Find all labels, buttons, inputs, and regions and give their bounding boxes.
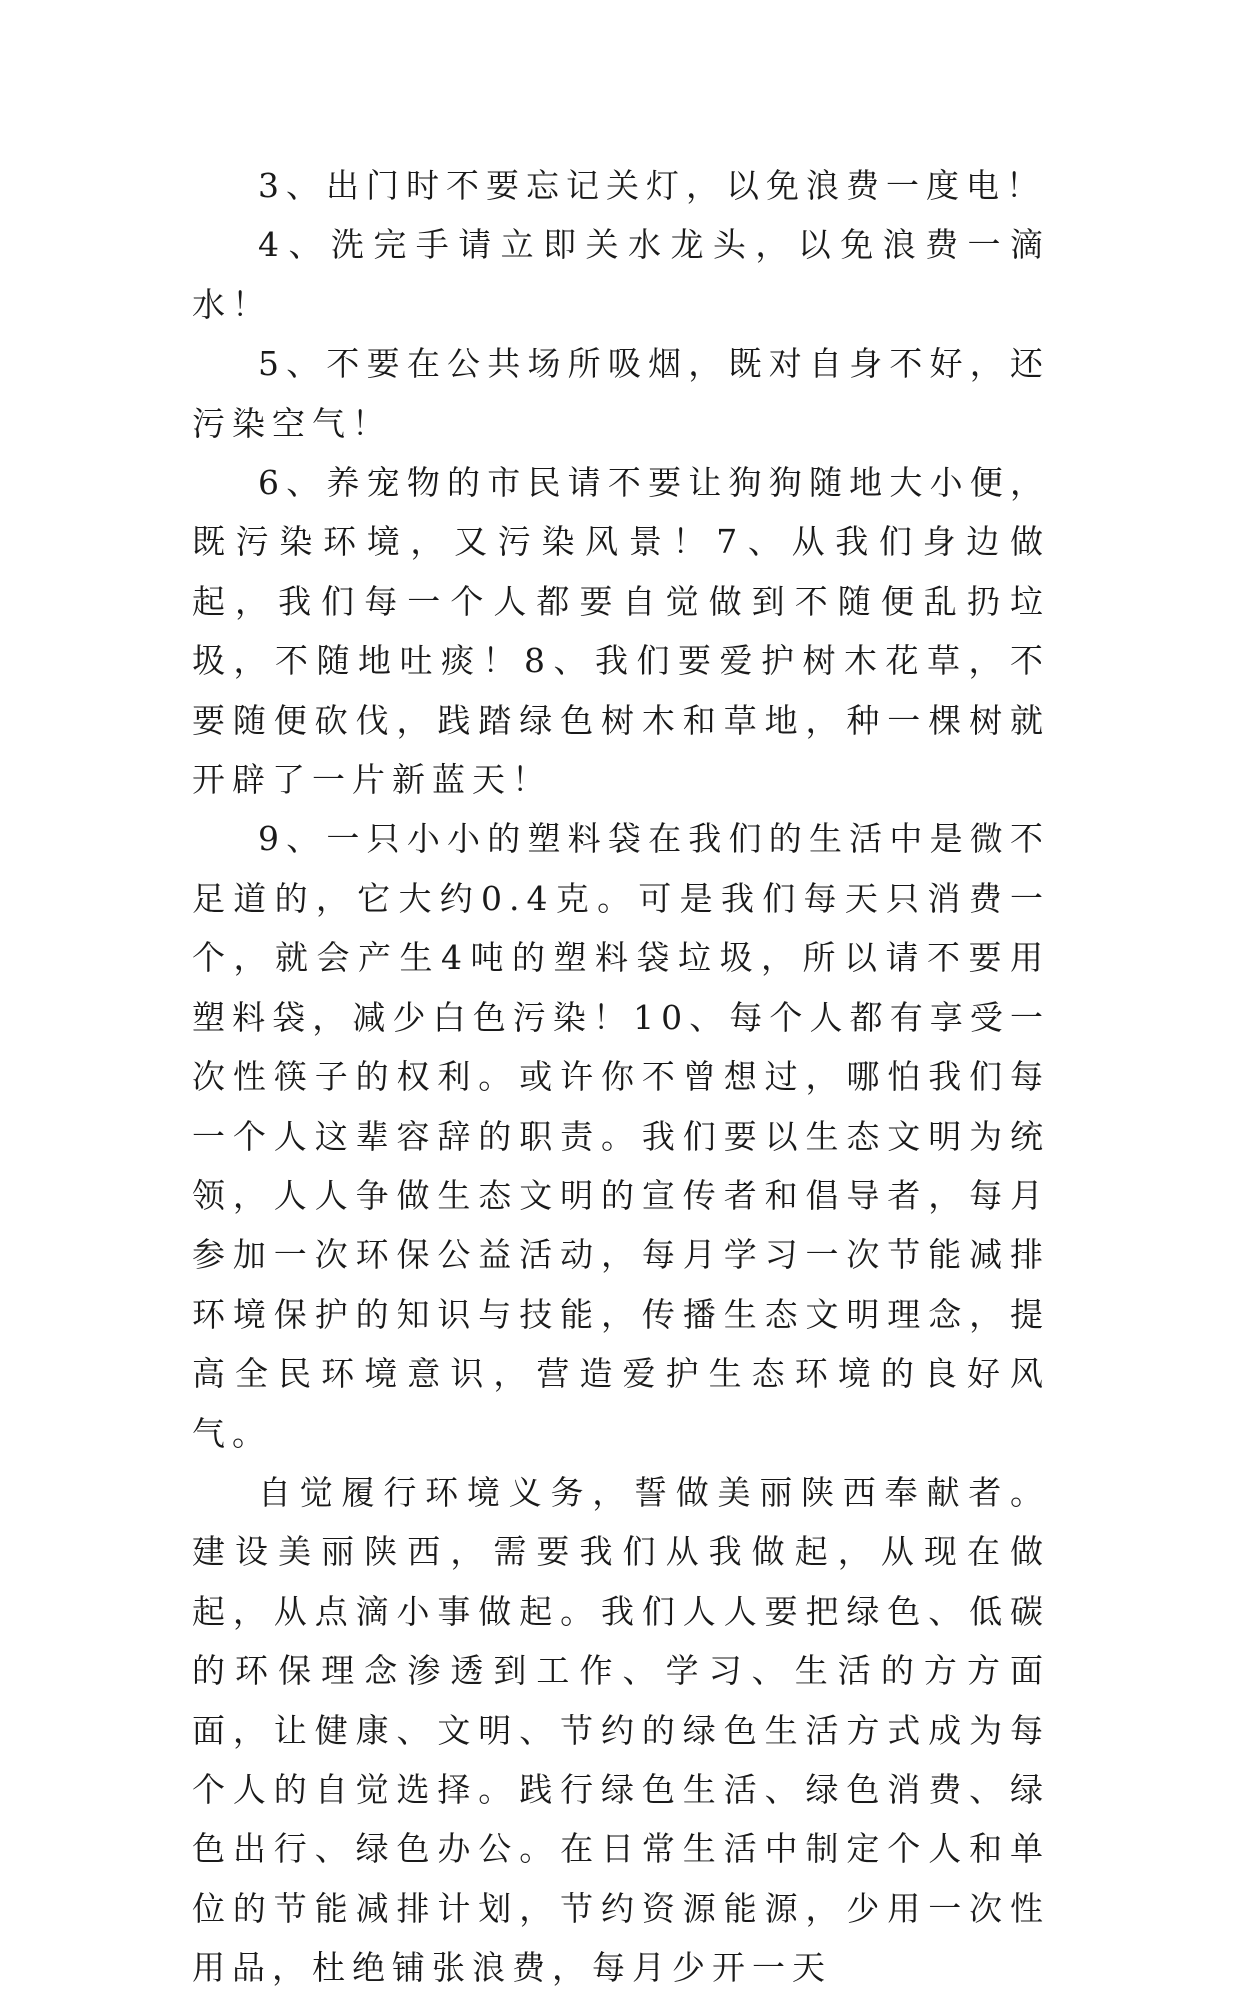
paragraph-self-aware-duty: 自觉履行环境义务，誓做美丽陕西奉献者。建设美丽陕西，需要我们从我做起，从现在做起，从点滴小事做起。我们人人要把绿色、低碳的环保理念渗透到工作、学习、生活的方方面面，让健康、文明、节约的绿色生活方式成为每个人的自觉选择。践行绿色生活、绿色消费、绿色出行、绿色办公。在日常生活中制定个人和单位的节能减排计划，节约资源能源，少用一次性用品，杜绝铺张浪费，每月少开一天 xyxy=(192,1472,1050,1988)
paragraph-item-5: 5、不要在公共场所吸烟，既对自身不好，还污染空气！ xyxy=(192,344,1050,443)
document-body xyxy=(192,156,1050,1998)
paragraph-items-6-8: 6、养宠物的市民请不要让狗狗随地大小便，既污染环境，又污染风景！7、从我们身边做起，我们每一个人都要自觉做到不随便乱扔垃圾，不随地吐痰！8、我们要爱护树木花草，不要随便砍伐，践踏绿色树木和草地，种一棵树就开辟了一片新蓝天！ xyxy=(192,463,1050,800)
paragraph-items-9-10: 9、一只小小的塑料袋在我们的生活中是微不足道的，它大约0.4克。可是我们每天只消费一个，就会产生4吨的塑料袋垃圾，所以请不要用塑料袋，减少白色污染！10、每个人都有享受一次性筷子的权利。或许你不曾想过，哪怕我们每一个人这辈容辞的职责。我们要以生态文明为统领，人人争做生态文明的宣传者和倡导者，每月参加一次环保公益活动，每月学习一次节能减排环境保护的知识与技能，传播生态文明理念，提高全民环境意识，营造爱护生态环境的良好风气。 xyxy=(192,819,1050,1453)
paragraph-item-4: 4、洗完手请立即关水龙头，以免浪费一滴水！ xyxy=(192,225,1050,324)
paragraph-item-3: 3、出门时不要忘记关灯，以免浪费一度电！ xyxy=(258,166,1046,205)
